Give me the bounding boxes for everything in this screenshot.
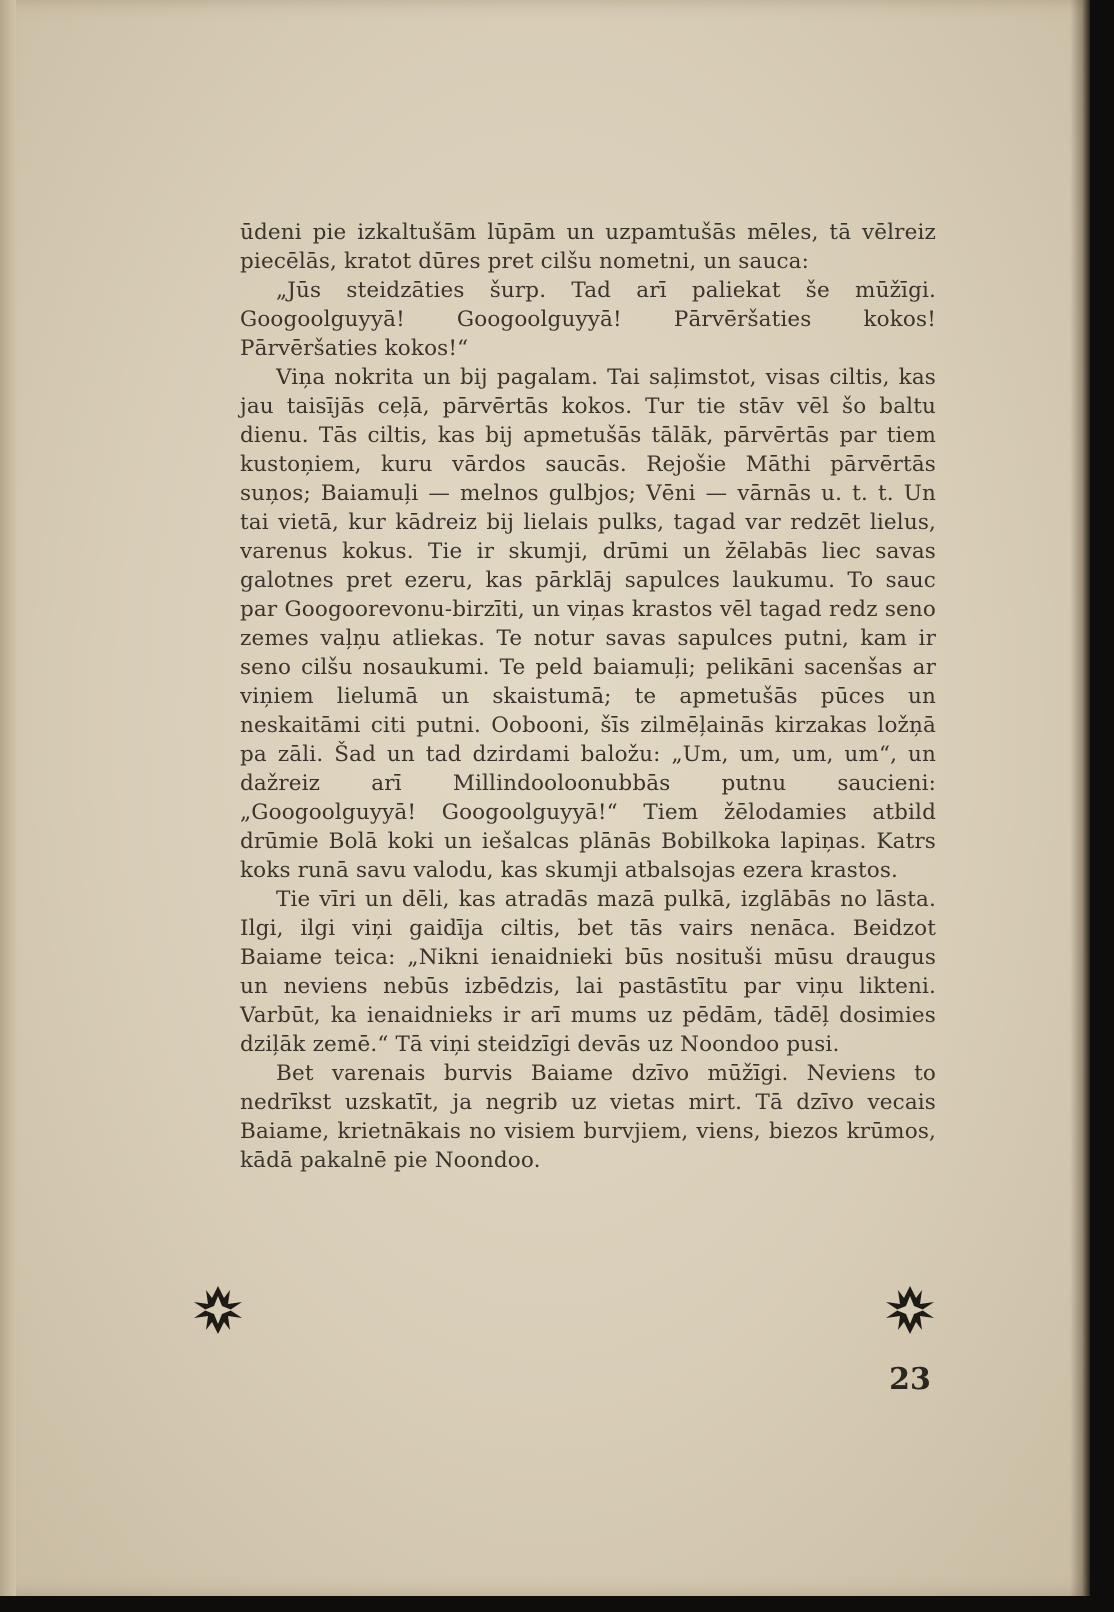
star-ornament-icon [188, 1280, 248, 1340]
paragraph: Tie vīri un dēli, kas atradās mazā pulkā, izglābās no lāsta. Ilgi, ilgi viņi gaidīja ciltis, bet tās vairs nenāca. Beidzot Baiame teica: „Nikni ienaidnieki būs nosituši mūsu draugus un neviens nebūs izbēdzis, lai pastāstītu par viņu likteni. Varbūt, ka ienaidnieks ir arī mums uz pēdām, tādēļ dosimies dziļāk zemē.“ Tā viņi steidzīgi devās uz Noondoo pusi. [240, 887, 936, 1057]
paragraph: Bet varenais burvis Baiame dzīvo mūžīgi. Neviens to nedrīkst uzskatīt, ja negrib uz vietas mirt. Tā dzīvo vecais Baiame, krietnākais no visiem burvjiem, viens, biezos krūmos, kādā pakalnē pie Noondoo. [240, 1061, 936, 1173]
body-text [240, 218, 936, 1175]
paragraph: „Jūs steidzāties šurp. Tad arī paliekat še mūžīgi. Googoolguyyā! Googoolguyyā! Pārvēršaties kokos! Pārvēršaties kokos!“ [240, 278, 936, 361]
page-spine-shadow [0, 0, 16, 1596]
paragraph: ūdeni pie izkaltušām lūpām un uzpamtušās mēles, tā vēlreiz piecēlās, kratot dūres pret cilšu nometni, un sauca: [240, 220, 936, 274]
star-ornament-icon [880, 1280, 940, 1340]
page-edge-shadow [1070, 0, 1090, 1596]
page-number: 23 [889, 1362, 931, 1397]
paragraph: Viņa nokrita un bij pagalam. Tai saļimstot, visas ciltis, kas jau taisījās ceļā, pārvērtās kokos. Tur tie stāv vēl šo baltu dienu. Tās ciltis, kas bij apmetušās tālāk, pārvērtās par tiem kustoņiem, kuru vārdos saucās. Rejošie Māthi pārvērtās suņos; Baiamuļi — melnos gulbjos; Vēni — vārnās u. t. t. Un tai vietā, kur kādreiz bij lielais pulks, tagad var redzēt lielus, varenus kokus. Tie ir skumji, drūmi un žēlabās liec savas galotnes pret ezeru, kas pārklāj sapulces laukumu. To sauc par Googoorevonu-birzīti, un viņas krastos vēl tagad redz seno zemes vaļņu atliekas. Te notur savas sapulces putni, kam ir seno cilšu nosaukumi. Te peld baiamuļi; pelikāni sacenšas ar viņiem lielumā un skaistumā; te apmetušās pūces un neskaitāmi citi putni. Oobooni, šīs zilmēļainās kirzakas ložņā pa zāli. Šad un tad dzirdami baložu: „Um, um, um, um“, un dažreiz arī Millindooloonubbās putnu saucieni: „Googoolguyyā! Googoolguyyā!“ Tiem žēlodamies atbild drūmie Bolā koki un iešalcas plānās Bobilkoka lapiņas. Katrs koks runā savu valodu, kas skumji atbalsojas ezera krastos. [240, 365, 936, 883]
